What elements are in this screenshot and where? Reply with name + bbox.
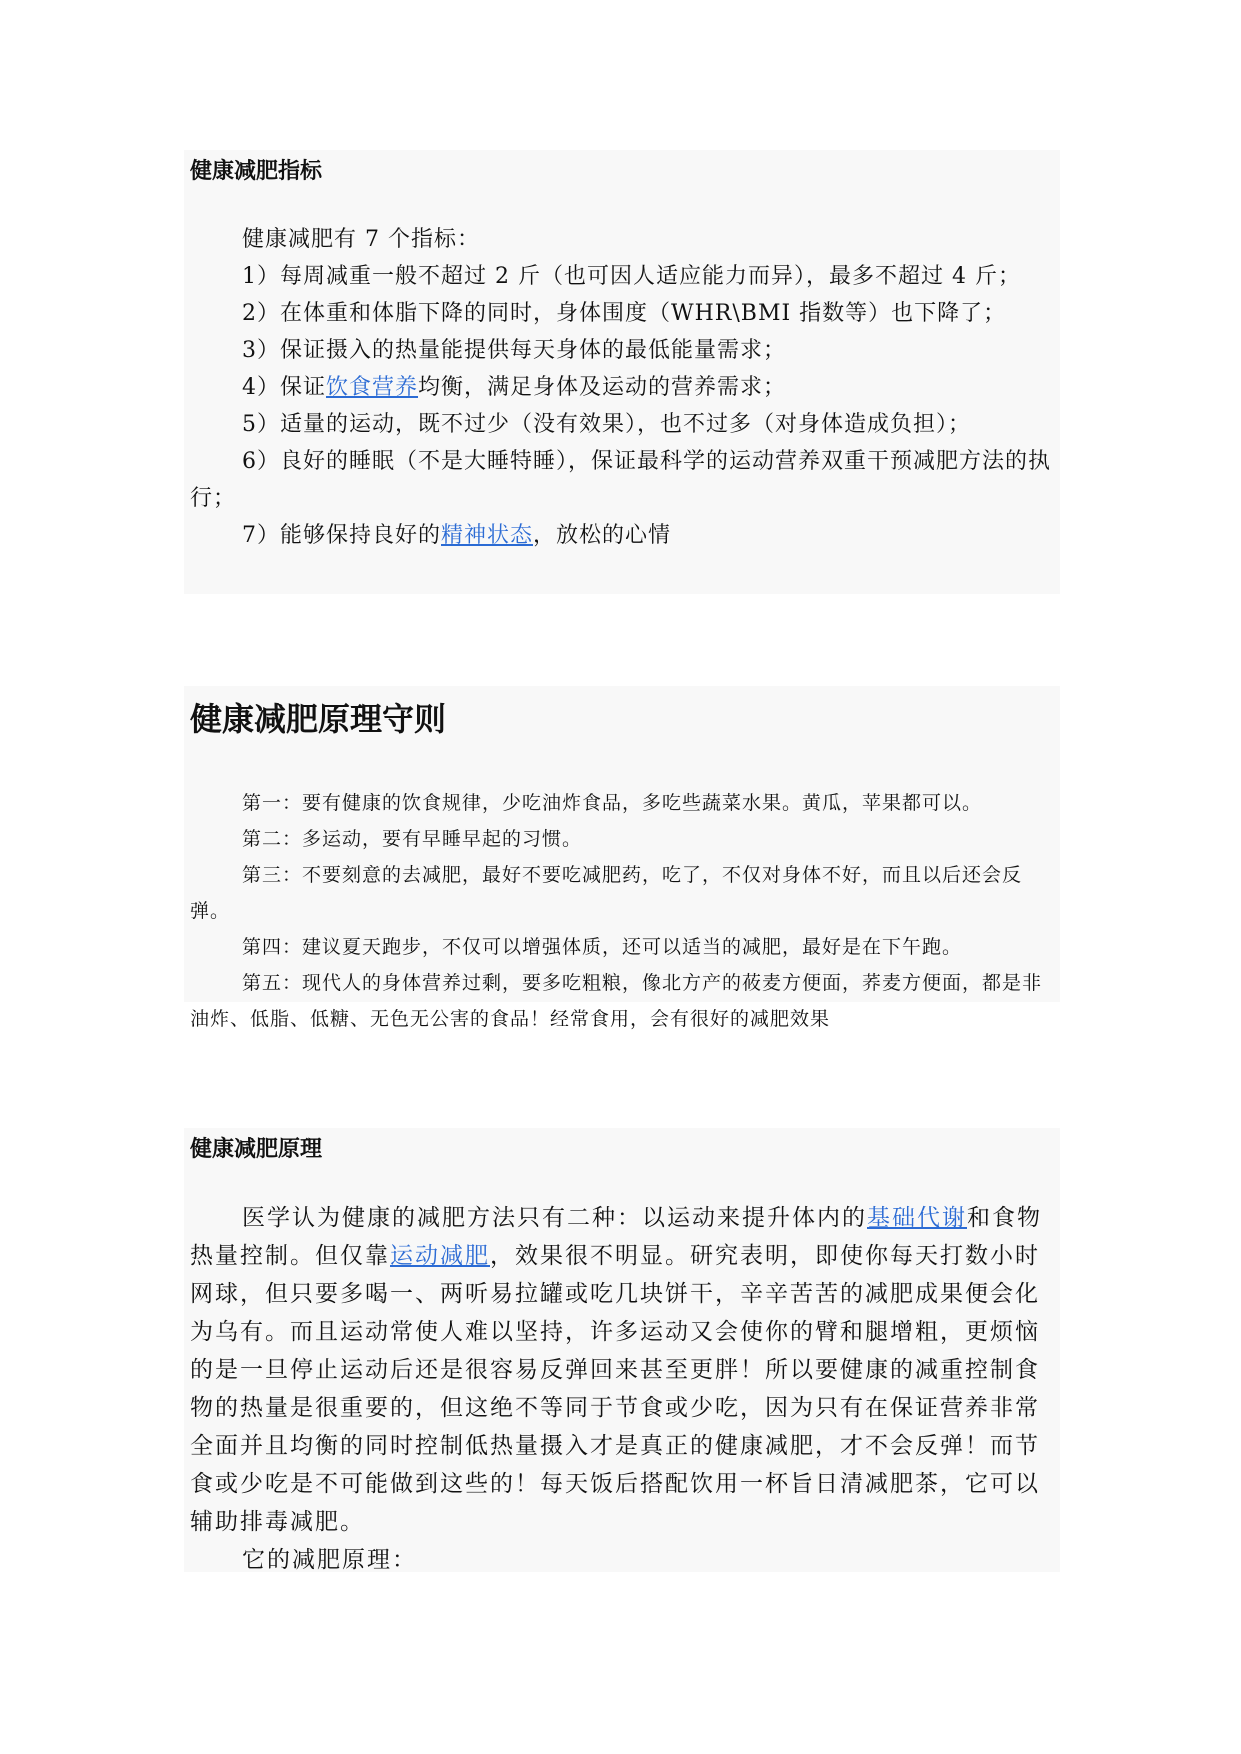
indicator-item-3: 3）保证摄入的热量能提供每天身体的最低能量需求； <box>242 338 786 363</box>
basal-metabolism-link[interactable]: 基础代谢 <box>867 1205 967 1231</box>
principle-subheading: 它的减肥原理： <box>242 1547 417 1573</box>
indicator-item-4: 4）保证饮食营养均衡，满足身体及运动的营养需求； <box>242 375 787 400</box>
section3-heading: 健康减肥原理 <box>190 1137 323 1162</box>
indicator-item-7: 7）能够保持良好的精神状态，放松的心情 <box>242 523 672 548</box>
exercise-weight-loss-link[interactable]: 运动减肥 <box>390 1243 490 1269</box>
indicator-item-1: 1）每周减重一般不超过 2 斤（也可因人适应能力而异），最多不超过 4 斤； <box>242 264 1021 289</box>
principle-paragraph: 医学认为健康的减肥方法只有二种：以运动来提升体内的基础代谢和食物热量控制。但仅靠运动减肥，效果很不明显。研究表明，即使你每天打数小时网球，但只要多喝一、两听易拉罐或吃几块饼干，辛辛苦苦的减肥成果便会化为乌有。而且运动常使人难以坚持，许多运动又会使你的臂和腿增粗，更烦恼的是一旦停止运动后还是很容易反弹回来甚至更胖！所以要健康的减重控制食物的热量是很重要的，但这绝不等同于节食或少吃，因为只有在保证营养非常全面并且均衡的同时控制低热量摄入才是真正的健康减肥，才不会反弹！而节食或少吃是不可能做到这些的！每天饭后搭配饮用一杯旨日清减肥茶，它可以辅助排毒减肥。 <box>190 1205 1042 1535</box>
rule-item-2: 第二：多运动，要有早睡早起的习惯。 <box>242 828 583 850</box>
section3-body <box>190 1199 1058 1579</box>
section2-heading: 健康减肥原理守则 <box>190 700 447 738</box>
indicator-item-2: 2）在体重和体脂下降的同时，身体围度（WHR\BMI 指数等）也下降了； <box>242 301 1007 326</box>
rule-item-5: 第五：现代人的身体营养过剩，要多吃粗粮，像北方产的莜麦方便面，荞麦方便面，都是非油炸、低脂、低糖、无色无公害的食品！经常食用，会有很好的减肥效果 <box>190 972 1043 1030</box>
indicator-item-6: 6）良好的睡眠（不是大睡特睡），保证最科学的运动营养双重干预减肥方法的执行； <box>190 449 1051 511</box>
rule-item-4: 第四：建议夏天跑步，不仅可以增强体质，还可以适当的减肥，最好是在下午跑。 <box>242 936 963 958</box>
indicator-item-5: 5）适量的运动，既不过少（没有效果），也不过多（对身体造成负担）； <box>242 412 971 437</box>
mental-state-link[interactable]: 精神状态 <box>441 523 534 548</box>
section1-heading: 健康减肥指标 <box>190 159 323 184</box>
rule-item-3: 第三：不要刻意的去减肥，最好不要吃减肥药，吃了，不仅对身体不好，而且以后还会反弹。 <box>190 864 1023 922</box>
diet-nutrition-link[interactable]: 饮食营养 <box>326 375 419 400</box>
rule-item-1: 第一：要有健康的饮食规律，少吃油炸食品，多吃些蔬菜水果。黄瓜，苹果都可以。 <box>242 792 983 814</box>
section2-body <box>190 785 1058 1037</box>
section1-intro: 健康减肥有 7 个指标： <box>242 227 480 252</box>
section1-body <box>190 221 1058 554</box>
